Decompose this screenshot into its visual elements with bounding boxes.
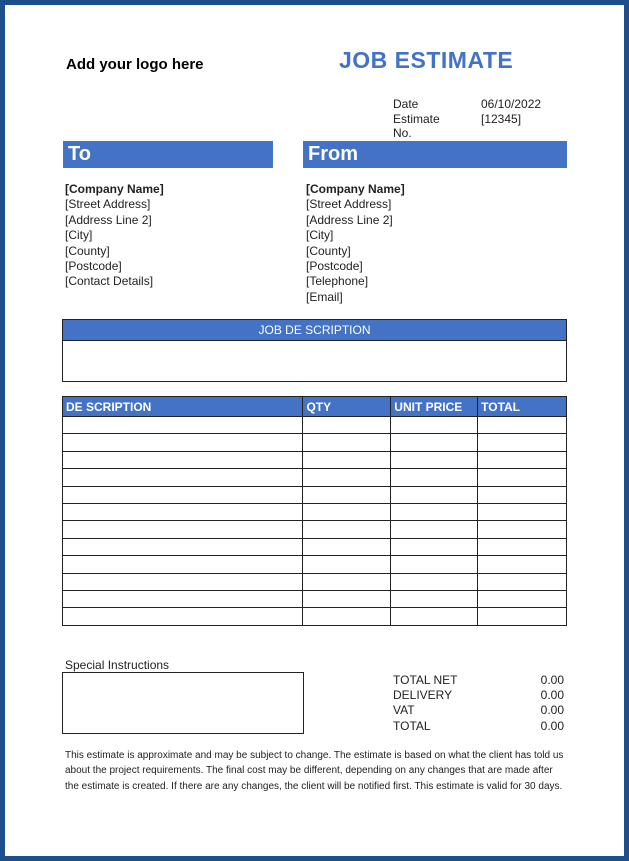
total-net-value: 0.00 <box>540 673 564 687</box>
cell-unit-price[interactable] <box>391 451 478 468</box>
cell-unit-price[interactable] <box>391 503 478 520</box>
cell-description[interactable] <box>63 590 303 607</box>
table-row <box>63 486 567 503</box>
cell-description[interactable] <box>63 503 303 520</box>
cell-qty[interactable] <box>303 538 391 555</box>
from-address[interactable] <box>306 182 405 305</box>
cell-description[interactable] <box>63 521 303 538</box>
cell-qty[interactable] <box>303 451 391 468</box>
table-row <box>63 556 567 573</box>
delivery-label: DELIVERY <box>393 688 453 702</box>
cell-qty[interactable] <box>303 417 391 434</box>
from-address-line[interactable]: [Address Line 2] <box>306 212 393 227</box>
from-address-line[interactable]: [Street Address] <box>306 197 392 212</box>
cell-total[interactable] <box>478 434 567 451</box>
cell-unit-price[interactable] <box>391 608 478 625</box>
job-description-box <box>62 319 567 382</box>
cell-unit-price[interactable] <box>391 556 478 573</box>
cell-total[interactable] <box>478 538 567 555</box>
from-address-line[interactable]: [County] <box>306 243 351 258</box>
to-address-line[interactable]: [Contact Details] <box>65 274 154 289</box>
cell-qty[interactable] <box>303 608 391 625</box>
cell-qty[interactable] <box>303 469 391 486</box>
column-header-description: DE SCRIPTION <box>63 397 303 417</box>
job-description-heading: JOB DE SCRIPTION <box>63 320 566 341</box>
cell-total[interactable] <box>478 503 567 520</box>
table-row <box>63 451 567 468</box>
estimate-number-label: Estimate No. <box>393 112 440 140</box>
cell-description[interactable] <box>63 469 303 486</box>
column-header-total: TOTAL <box>478 397 567 417</box>
table-row <box>63 608 567 625</box>
cell-description[interactable] <box>63 486 303 503</box>
cell-qty[interactable] <box>303 590 391 607</box>
cell-total[interactable] <box>478 573 567 590</box>
table-row <box>63 538 567 555</box>
cell-unit-price[interactable] <box>391 573 478 590</box>
cell-qty[interactable] <box>303 521 391 538</box>
column-header-qty: QTY <box>303 397 391 417</box>
special-instructions-field[interactable] <box>62 672 304 734</box>
line-items-table <box>62 396 567 626</box>
to-address-line[interactable]: [City] <box>65 228 93 243</box>
to-address-line[interactable]: [Postcode] <box>65 259 122 274</box>
delivery-value[interactable]: 0.00 <box>540 688 564 702</box>
table-row <box>63 469 567 486</box>
cell-unit-price[interactable] <box>391 469 478 486</box>
cell-qty[interactable] <box>303 486 391 503</box>
date-label: Date <box>393 97 419 111</box>
from-address-line[interactable]: [City] <box>306 228 334 243</box>
column-header-unit-price: UNIT PRICE <box>391 397 478 417</box>
to-address-line[interactable]: [Address Line 2] <box>65 212 152 227</box>
table-header-row <box>63 397 567 417</box>
logo-placeholder[interactable]: Add your logo here <box>66 56 204 73</box>
table-row <box>63 417 567 434</box>
table-row <box>63 503 567 520</box>
cell-total[interactable] <box>478 451 567 468</box>
cell-unit-price[interactable] <box>391 434 478 451</box>
table-row <box>63 521 567 538</box>
cell-unit-price[interactable] <box>391 590 478 607</box>
date-value[interactable]: 06/10/2022 <box>481 97 542 111</box>
job-description-field[interactable] <box>63 341 566 381</box>
cell-qty[interactable] <box>303 434 391 451</box>
to-address[interactable] <box>65 182 164 290</box>
disclaimer-text: This estimate is approximate and may be subject to change. The estimate is based on what the client has told us about the project requirements. The final cost may be different, depending on any changes that are made after the estimate is created. If there are any changes, the client will be notified first. This estimate is valid for 30 days. <box>65 750 564 792</box>
grand-total-label: TOTAL <box>393 719 431 733</box>
table-row <box>63 573 567 590</box>
cell-description[interactable] <box>63 417 303 434</box>
cell-description[interactable] <box>63 434 303 451</box>
cell-total[interactable] <box>478 417 567 434</box>
cell-unit-price[interactable] <box>391 538 478 555</box>
cell-description[interactable] <box>63 556 303 573</box>
cell-total[interactable] <box>478 590 567 607</box>
cell-total[interactable] <box>478 608 567 625</box>
cell-total[interactable] <box>478 486 567 503</box>
table-row <box>63 434 567 451</box>
to-address-line[interactable]: [Street Address] <box>65 197 151 212</box>
cell-unit-price[interactable] <box>391 417 478 434</box>
estimate-number-value[interactable]: [12345] <box>481 112 522 126</box>
cell-description[interactable] <box>63 573 303 590</box>
vat-label: VAT <box>393 703 415 717</box>
vat-value[interactable]: 0.00 <box>540 703 564 717</box>
from-address-line[interactable]: [Telephone] <box>306 274 369 289</box>
special-instructions-label: Special Instructions <box>65 658 170 672</box>
to-address-line[interactable]: [County] <box>65 243 110 258</box>
cell-total[interactable] <box>478 556 567 573</box>
cell-qty[interactable] <box>303 573 391 590</box>
table-row <box>63 590 567 607</box>
cell-qty[interactable] <box>303 556 391 573</box>
to-heading: To <box>63 141 273 168</box>
cell-total[interactable] <box>478 521 567 538</box>
grand-total-value: 0.00 <box>540 719 564 733</box>
from-heading: From <box>303 141 567 168</box>
to-company-name[interactable]: [Company Name] <box>65 182 164 196</box>
cell-description[interactable] <box>63 608 303 625</box>
total-net-label: TOTAL NET <box>393 673 458 687</box>
cell-total[interactable] <box>478 469 567 486</box>
cell-description[interactable] <box>63 451 303 468</box>
cell-qty[interactable] <box>303 503 391 520</box>
from-address-line[interactable]: [Postcode] <box>306 259 363 274</box>
cell-unit-price[interactable] <box>391 486 478 503</box>
from-address-line[interactable]: [Email] <box>306 289 343 304</box>
from-company-name[interactable]: [Company Name] <box>306 182 405 196</box>
document-title: JOB ESTIMATE <box>339 47 514 73</box>
cell-unit-price[interactable] <box>391 521 478 538</box>
cell-description[interactable] <box>63 538 303 555</box>
